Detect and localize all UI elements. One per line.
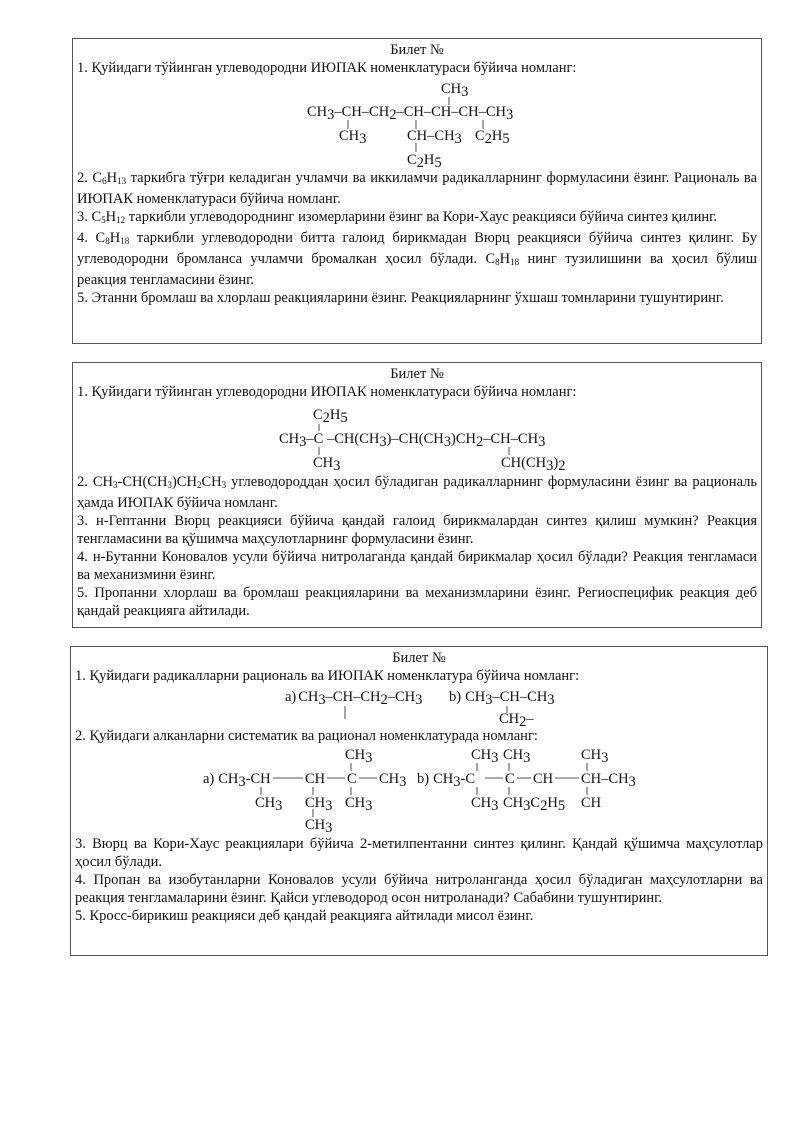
question-1: 1. Қуйидаги радикалларни рациональ ва ИЮПАК номенклатура бўйича номланг:: [75, 668, 580, 684]
question-1: 1. Қуйидаги тўйинган углеводородни ИЮПАК номенклатураси бўйича номланг:: [77, 60, 577, 76]
f4-b-b2: CH3C2H5: [503, 795, 566, 814]
question-2: 2. $CH_3-CH(CH_3)CH_2CH_3$ углеводороддан ҳосил бўладиган радикалларнинг формуласини ёзинг ва рациональ ҳамда ИЮПАК бўйича номланг.: [77, 474, 757, 511]
question-5: 5. Этанни бромлаш ва хлорлаш реакцияларини ёзинг. Реакцияларнинг ўхшаш томнларини тушунтиринг.: [77, 290, 724, 306]
ticket-title: Билет №: [392, 650, 446, 666]
f1-branch-4: C2H5: [407, 152, 442, 169]
question-3: 3. н-Гептанни Вюрц реакцияси бўйича қандай галоид бирикмалардан синтез қилиш мумкин? Реакция тенгламасини ва қўшимча маҳсулотларнинг формуласини ёзинг.: [77, 513, 757, 547]
f4-a-end: CH3: [379, 771, 407, 790]
question-3: 3. Вюрц ва Кори-Хаус реакциялари бўйича 2-метилпентанни синтез қилинг. Қандай қўшимча маҳсулотлар ҳосил бўлади.: [75, 836, 763, 870]
ticket-1: [72, 38, 762, 344]
question-5: 5. Кросс-бирикиш реакцияси деб қандай реакцияга айтилади мисол ёзинг.: [75, 908, 534, 924]
question-4: 4. н-Бутанни Коновалов усули бўйича нитролаганда қандай бирикмалар ҳосил бўлади? Реакция тенгламаси ва механизмини ёзинг.: [77, 549, 757, 583]
f4-b-t2: CH3: [503, 747, 531, 766]
f4-a-b1: CH3: [255, 795, 283, 814]
ticket-2: [72, 362, 762, 628]
question-4: 4. Пропан ва изобутанларни Коновалов усули бўйича нитроланганда ҳосил бўладиган маҳсулотларни ва реакция тенгламаларини ёзинг. Қайси углеводород осон нитроланади? Сабабини тушунтиринг.: [75, 872, 763, 906]
f4-b-b1: CH3: [471, 795, 499, 814]
f2-main-chain: CH3–C –CH(CH3)–CH(CH3)CH2–CH–CH3: [279, 431, 546, 450]
f3-b-branch: CH2–: [499, 711, 534, 727]
question-2: 2. Қуйидаги алканларни систематик ва рационал номенклатурада номланг:: [75, 728, 538, 744]
f2-top: C2H5: [313, 407, 348, 426]
f1-branch-1: CH3: [339, 128, 367, 147]
f4-b-end: CH–CH3: [581, 771, 636, 790]
f4-a-b3: CH3: [345, 795, 373, 814]
question-5: 5. Пропанни хлорлаш ва бромлаш реакцияларини ва механизмларини ёзинг. Региоспецифик реакция деб қандай реакцияга айтилади.: [77, 585, 757, 619]
f4-a-b4: CH3: [305, 817, 333, 835]
ticket-title: Билет №: [390, 42, 444, 58]
f4-b-t3: CH3: [581, 747, 609, 766]
structural-formula-1: [77, 77, 757, 169]
ticket-title: Билет №: [390, 366, 444, 382]
question-3: 3. $C_5H_{12}$ таркибли углеводороднинг изомерларини ёзинг ва Кори-Хаус реакцияси бўйича синтез қилинг.: [77, 209, 718, 225]
f4-b-c: C: [505, 771, 515, 787]
radical-formulas: [75, 685, 763, 727]
f4-b-main: b) CH3-C: [417, 771, 475, 790]
f4-b-t1: CH3: [471, 747, 499, 766]
f4-a-c: C: [347, 771, 357, 787]
alkane-formulas: [75, 745, 763, 835]
f4-b-b3: CH: [581, 795, 602, 811]
question-2: 2. $C_6H_{13}$ таркибга тўғри келадиган учламчи ва иккиламчи радикалларнинг формуласини ёзинг. Рациональ ва ИЮПАК номенклатураси бўйича номланг.: [77, 170, 757, 207]
f1-branch-2: CH–CH3: [407, 128, 462, 147]
structural-formula-2: [77, 401, 757, 473]
f4-a-top: CH3: [345, 747, 373, 766]
question-1: 1. Қуйидаги тўйинган углеводородни ИЮПАК номенклатураси бўйича номланг:: [77, 384, 577, 400]
ticket-3: [70, 646, 768, 956]
f2-branch-1: CH3: [313, 455, 341, 473]
f4-a-main: a) CH3-CH: [203, 771, 271, 790]
f4-a-ch: CH: [305, 771, 326, 787]
f3-a: a) CH3–CH–CH2–CH3: [285, 689, 423, 708]
f1-branch-3: C2H5: [475, 128, 510, 147]
f1-top: CH3: [441, 81, 469, 100]
f4-a-b2: CH3: [305, 795, 333, 814]
f1-main-chain: CH3–CH–CH2–CH–CH–CH–CH3: [307, 104, 514, 123]
f3-b: b) CH3–CH–CH3: [449, 689, 555, 708]
f2-branch-2: CH(CH3)2: [501, 455, 566, 473]
question-4: 4. $C_8H_{18}$ таркибли углеводородни битта галоид бирикмадан Вюрц реакцияси бўйича синтез қилинг. Бу углеводородни бромланса учламчи бромалкан ҳосил бўлади. $C_8H_{18}$ нинг тузилишини ва ҳосил бўлиш реакция тенгламасини ёзинг.: [77, 230, 757, 288]
f4-b-ch: CH: [533, 771, 554, 787]
